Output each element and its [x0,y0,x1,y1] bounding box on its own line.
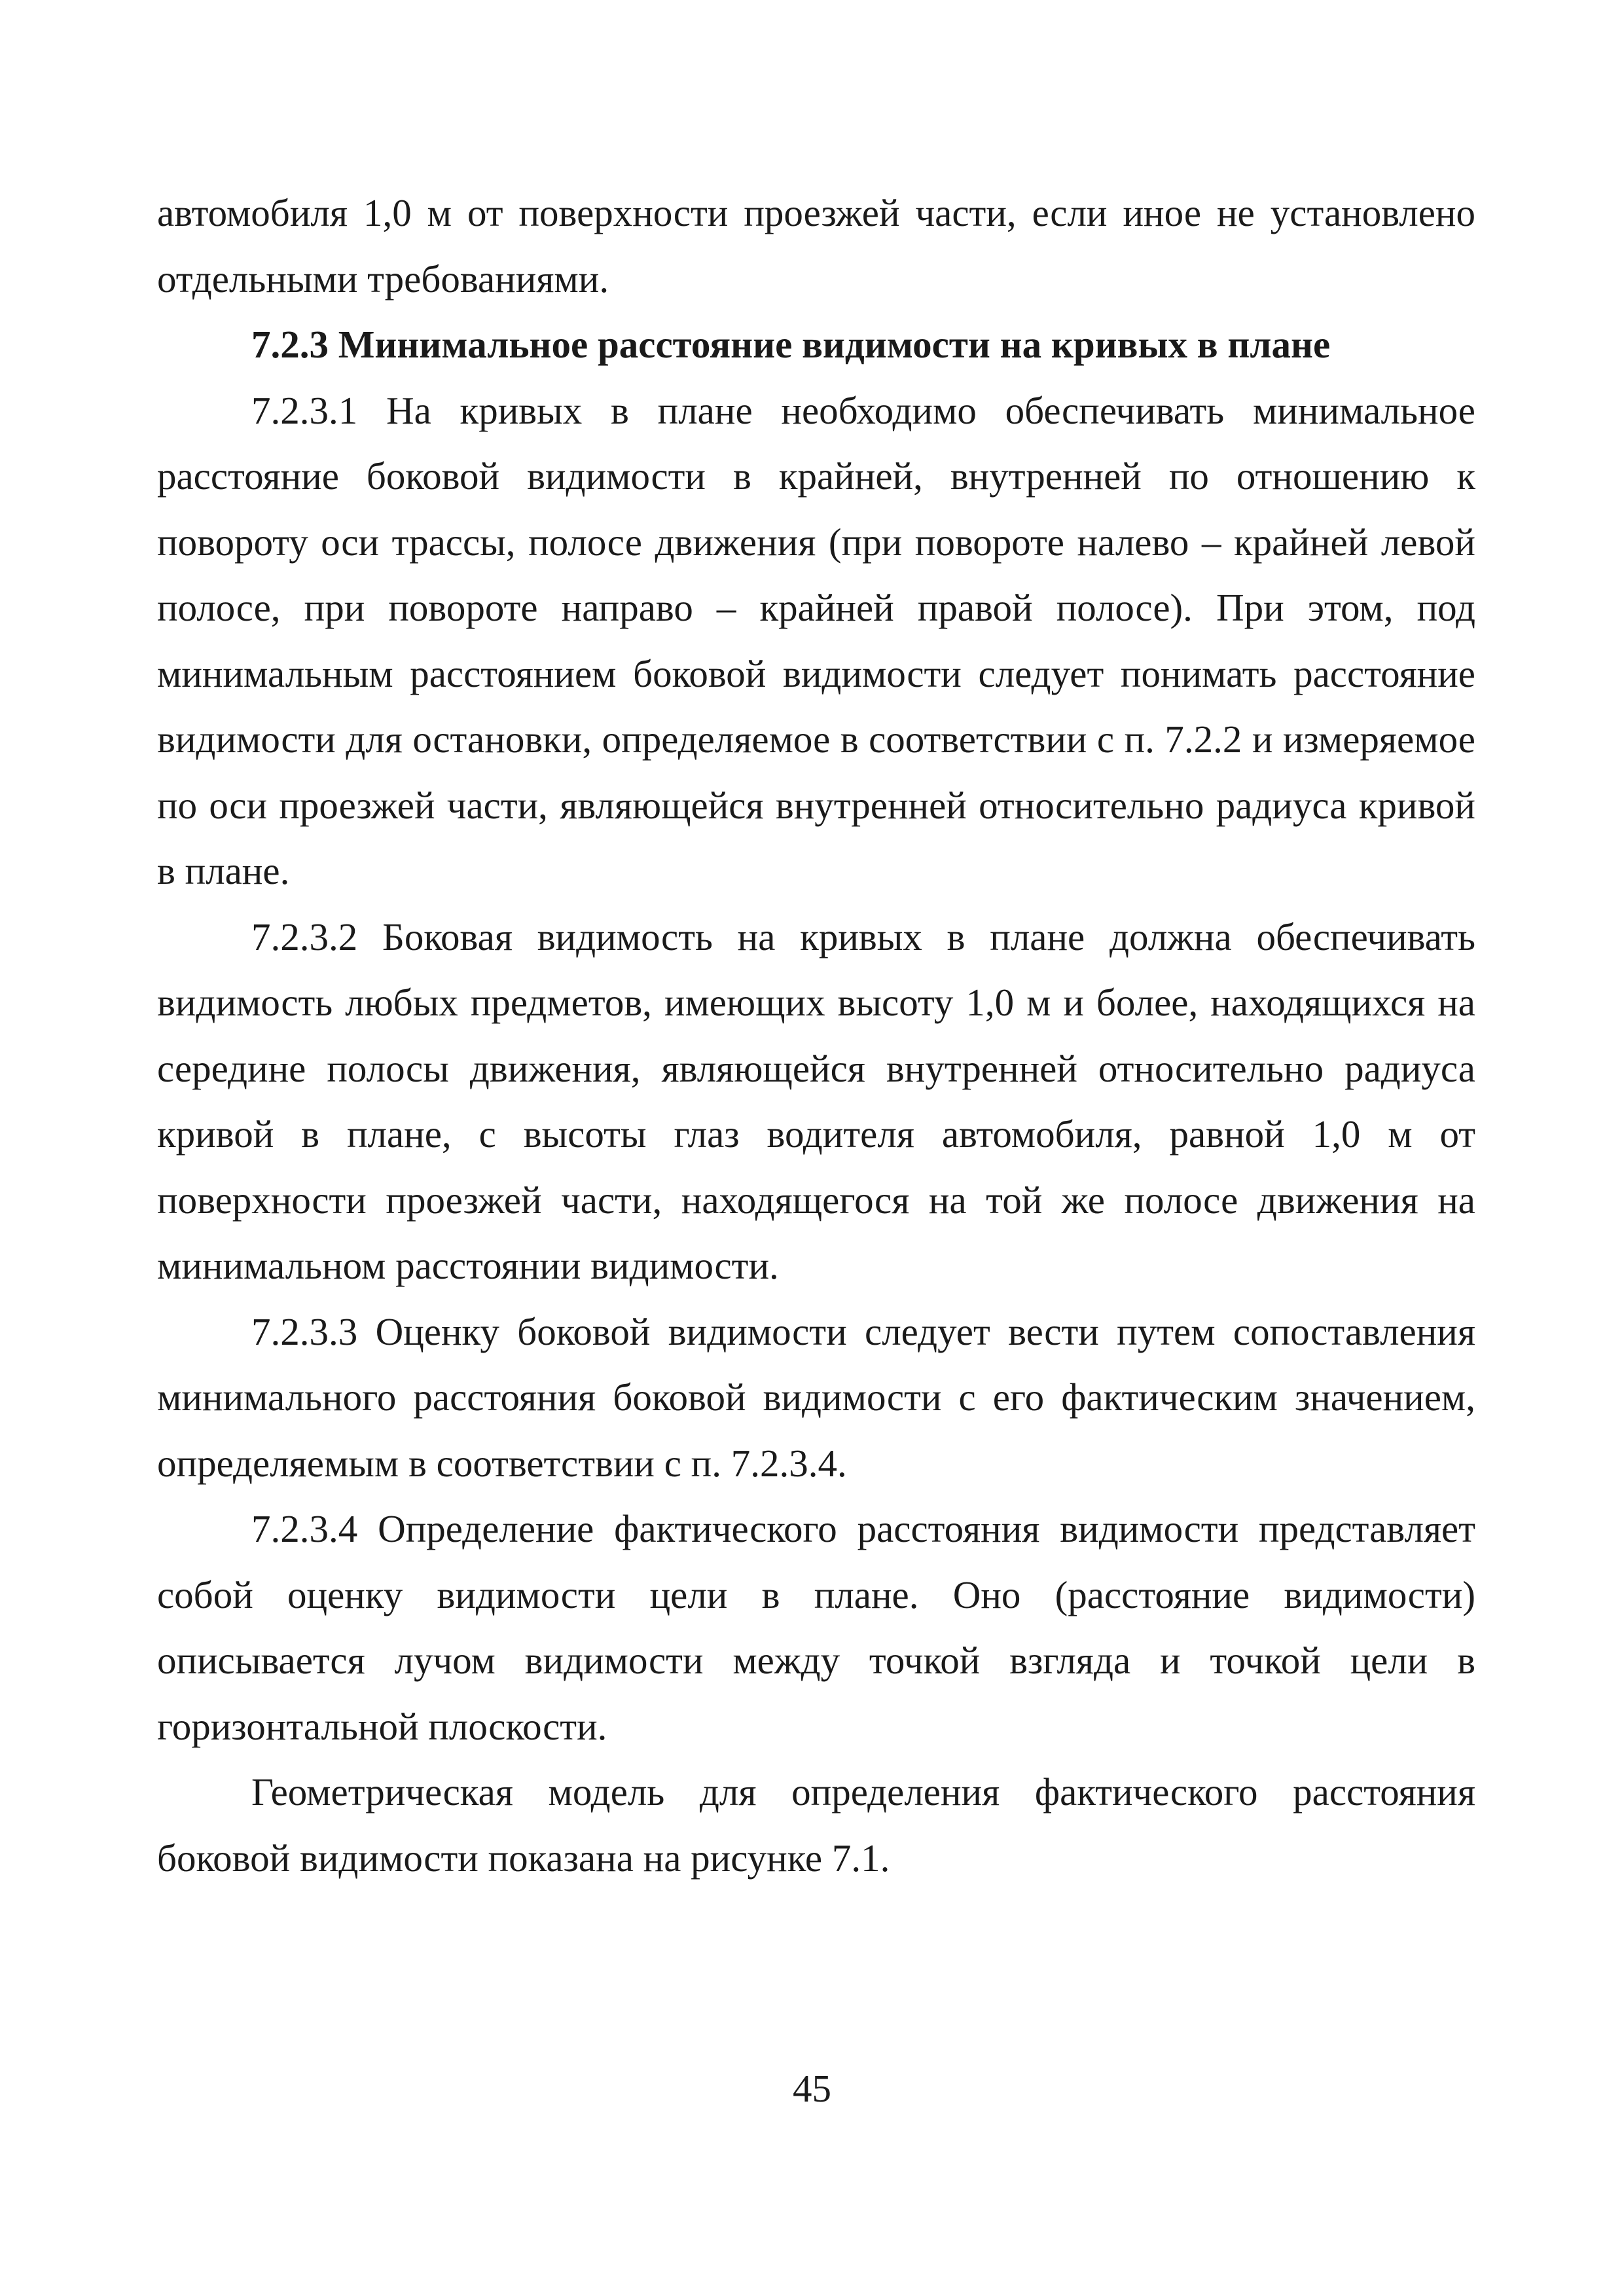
paragraph-figure-reference: Геометрическая модель для определения фактического расстояния боковой видимости показана на рисунке 7.1. [157,1770,1475,1880]
paragraph-7-2-3-4: 7.2.3.4 Определение фактического расстояния видимости представляет собой оценку видимости цели в плане. Оно (расстояние видимости) описывается лучом видимости между точкой взгляда и точкой цели в горизонтальной плоскости. [157,1507,1475,1748]
paragraph-7-2-3-2: 7.2.3.2 Боковая видимость на кривых в плане должна обеспечивать видимость любых предметов, имеющих высоту 1,0 м и более, находящихся на середине полосы движения, являющейся внутренней относительно радиуса кривой в плане, с высоты глаз водителя автомобиля, равной 1,0 м от поверхности проезжей части, находящегося на той же полосе движения на минимальном расстоянии видимости. [157,915,1475,1287]
section-heading-7-2-3: 7.2.3 Минимальное расстояние видимости на кривых в плане [251,323,1331,366]
page-number: 45 [793,2067,831,2110]
paragraph-continuation: автомобиля 1,0 м от поверхности проезжей части, если иное не установлено отдельными требованиями. [157,191,1475,301]
paragraph-7-2-3-1: 7.2.3.1 На кривых в плане необходимо обеспечивать минимальное расстояние боковой видимости в крайней, внутренней по отношению к повороту оси трассы, полосе движения (при повороте налево – крайней левой полосе, при повороте направо – крайней правой полосе). При этом, под минимальным расстоянием боковой видимости следует понимать расстояние видимости для остановки, определяемое в соответствии с п. 7.2.2 и измеряемое по оси проезжей части, являющейся внутренней относительно радиуса кривой в плане. [157,388,1475,892]
document-body [157,180,1475,1891]
paragraph-7-2-3-3: 7.2.3.3 Оценку боковой видимости следует вести путем сопоставления минимального расстояния боковой видимости с его фактическим значением, определяемым в соответствии с п. 7.2.3.4. [157,1309,1475,1485]
